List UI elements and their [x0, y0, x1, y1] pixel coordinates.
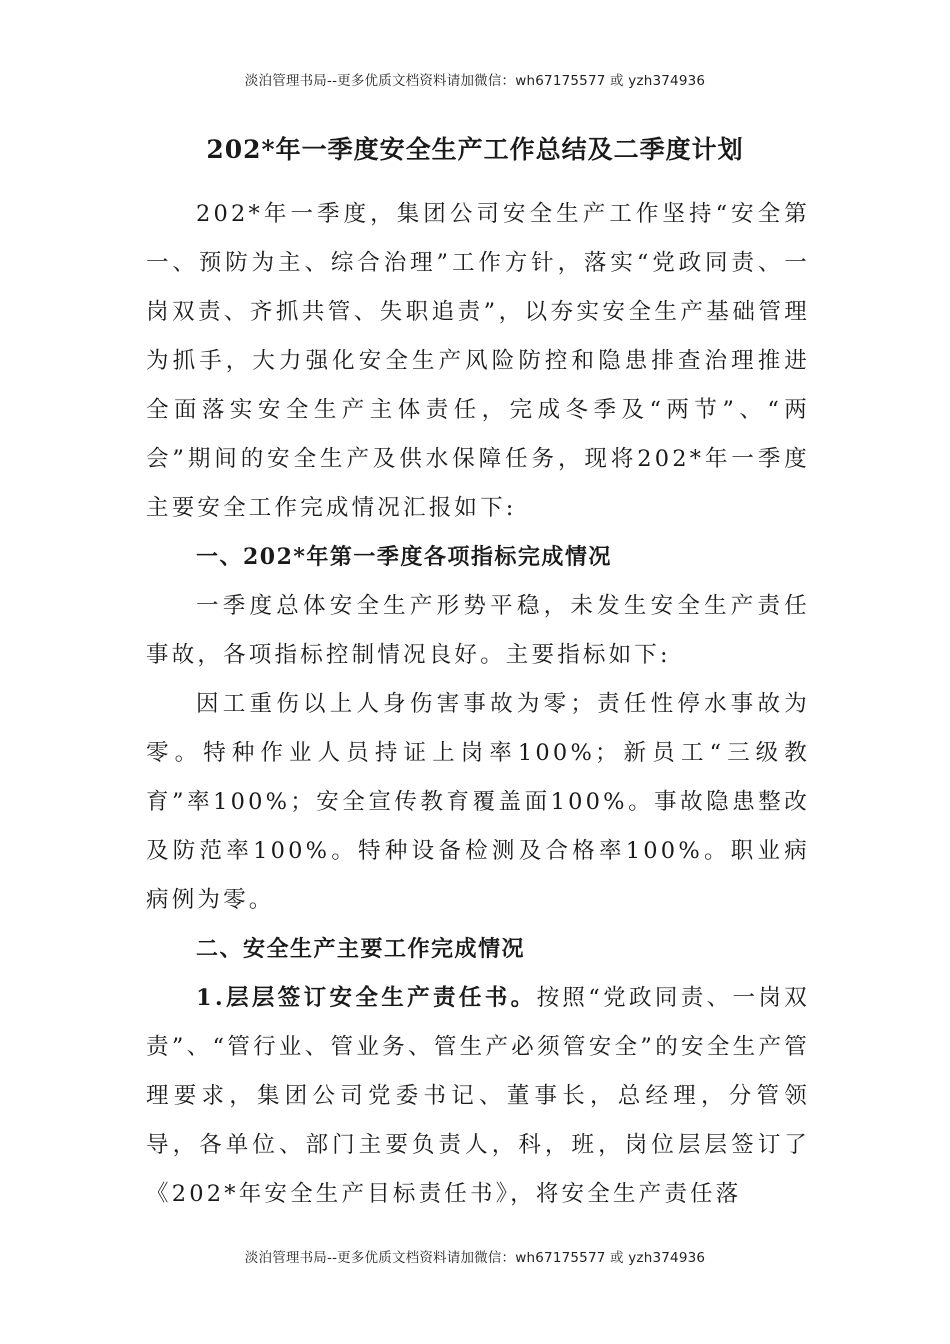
item-1-lead: 1.层层签订安全生产责任书。	[196, 985, 537, 1011]
section-1-paragraph-2: 因工重伤以上人身伤害事故为零；责任性停水事故为零。特种作业人员持证上岗率100%；新员工“三级教育”率100%；安全宣传教育覆盖面100%。事故隐患整改及防范率100%。特种设备检测及合格率100%。职业病病例为零。	[146, 691, 810, 913]
item-1-paragraph	[146, 974, 810, 1219]
document-body	[146, 190, 810, 1219]
section-2-heading: 二、安全生产主要工作完成情况	[196, 936, 526, 962]
document-title: 202*年一季度安全生产工作总结及二季度计划	[206, 135, 744, 164]
section-1-paragraph-1: 一季度总体安全生产形势平稳，未发生安全生产责任事故，各项指标控制情况良好。主要指标如下:	[146, 593, 810, 668]
page-header-watermark: 淡泊管理书局--更多优质文档资料请加微信：wh67175577 或 yzh374936	[244, 73, 706, 89]
intro-paragraph: 202*年一季度，集团公司安全生产工作坚持“安全第一、预防为主、综合治理”工作方针，落实“党政同责、一岗双责、齐抓共管、失职追责”，以夯实安全生产基础管理为抓手，大力强化安全生产风险防控和隐患排查治理推进全面落实安全生产主体责任，完成冬季及“两节”、“两会”期间的安全生产及供水保障任务，现将202*年一季度主要安全工作完成情况汇报如下:	[146, 201, 810, 521]
section-1-heading: 一、202*年第一季度各项指标完成情况	[196, 544, 612, 570]
page-footer-watermark: 淡泊管理书局--更多优质文档资料请加微信：wh67175577 或 yzh374936	[244, 1250, 706, 1266]
item-1-text: 按照“党政同责、一岗双责”、“管行业、管业务、管生产必须管安全”的安全生产管理要求，集团公司党委书记、董事长，总经理，分管领导，各单位、部门主要负责人，科，班，岗位层层签订了《202*年安全生产目标责任书》，将安全生产责任落	[146, 985, 811, 1207]
